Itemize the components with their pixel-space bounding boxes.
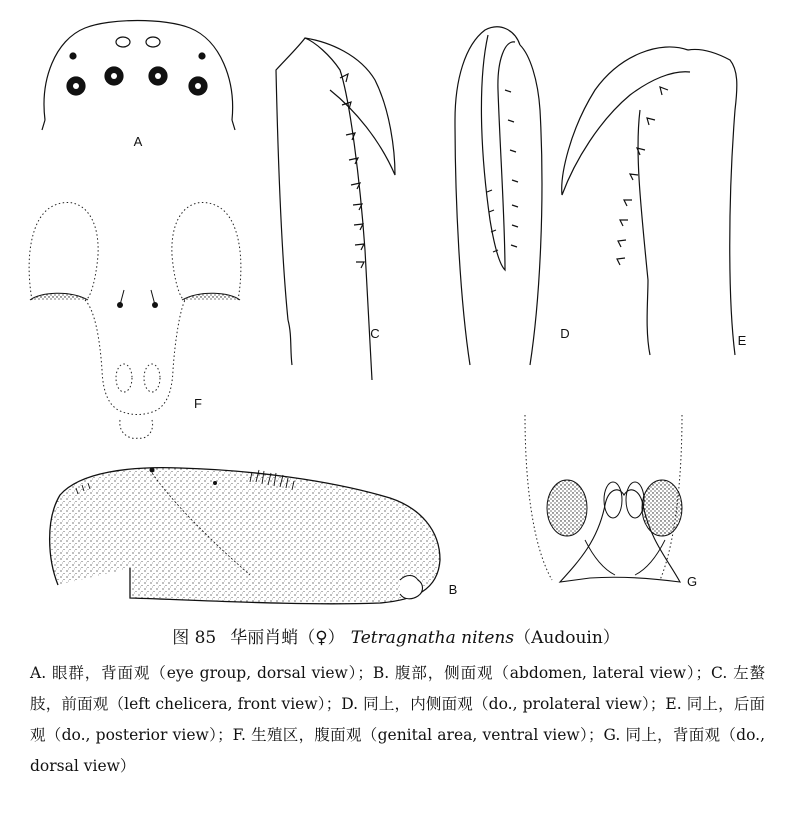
panel-a-eye-group <box>42 21 235 131</box>
panel-label-b: B <box>448 582 458 597</box>
caption-item-d: D. 同上，内侧面观（do., prolateral view）； <box>341 695 666 713</box>
species-scientific-name: Tetragnatha nitens <box>350 628 515 648</box>
figure-caption-legend <box>30 658 765 782</box>
species-author: （Audouin） <box>514 628 620 648</box>
caption-item-f: F. 生殖区，腹面观（genital area, ventral view）； <box>232 726 604 744</box>
panel-label-g: G <box>686 574 698 589</box>
panel-d-chelicera-prolateral <box>455 27 542 365</box>
caption-item-a: A. 眼群，背面观（eye group, dorsal view）； <box>30 664 373 682</box>
panel-label-a: A <box>133 134 143 149</box>
caption-item-g: G. 同上，背面观（do., dorsal view） <box>30 726 765 775</box>
caption-item-e: E. 同上，后面观（do., posterior view）； <box>30 695 766 744</box>
panel-label-c: C <box>370 326 380 341</box>
figure-number: 图 85 <box>172 628 217 648</box>
species-chinese-name: 华丽肖蛸（♀） <box>230 628 345 648</box>
panel-f-genital-ventral <box>29 202 241 438</box>
panel-label-d: D <box>560 326 570 341</box>
panel-e-chelicera-posterior <box>562 47 737 355</box>
caption-item-c: C. 左螯肢，前面观（left chelicera, front view）； <box>30 664 765 713</box>
panel-b-abdomen-lateral <box>50 468 440 604</box>
caption-item-b: B. 腹部，侧面观（abdomen, lateral view）； <box>372 664 712 682</box>
panel-g-genital-dorsal <box>525 415 682 582</box>
panel-label-e: E <box>737 333 747 348</box>
panel-label-f: F <box>194 396 202 411</box>
figure-caption-title <box>0 625 792 651</box>
panel-f-solid-marks <box>30 290 240 308</box>
